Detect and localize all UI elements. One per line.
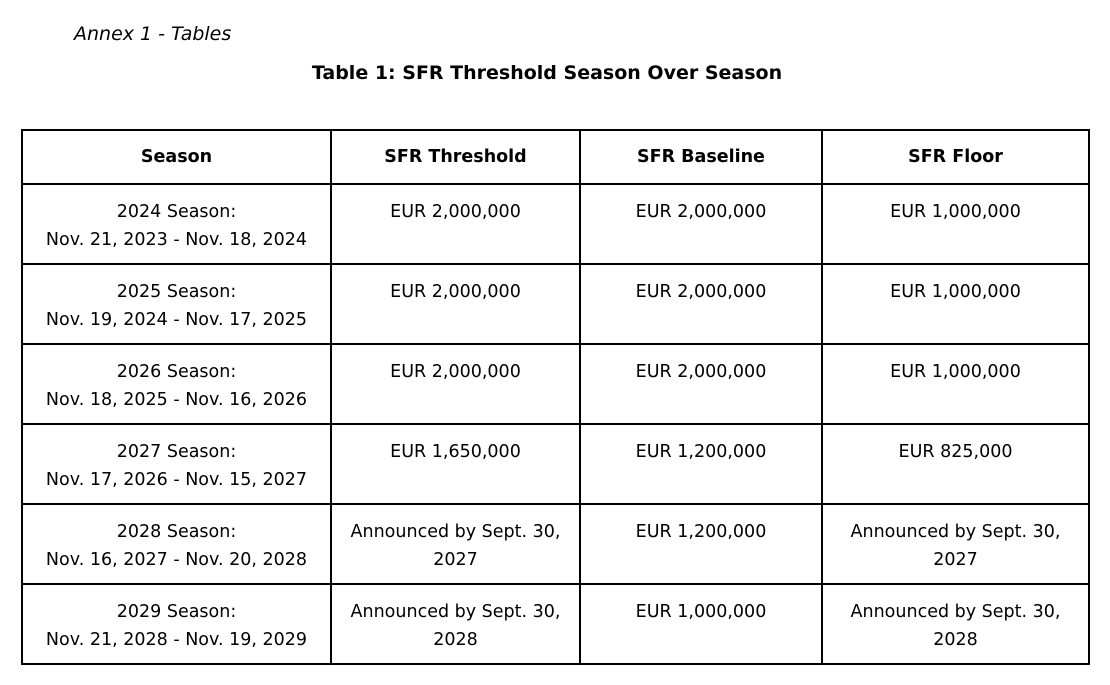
season-name: 2026 Season: <box>116 362 237 382</box>
threshold-cell <box>331 504 580 584</box>
season-dates: Nov. 21, 2023 - Nov. 18, 2024 <box>45 230 308 250</box>
season-dates: Nov. 21, 2028 - Nov. 19, 2029 <box>45 630 308 650</box>
baseline-cell: EUR 2,000,000 <box>580 264 822 344</box>
table-row <box>22 504 1089 584</box>
season-dates: Nov. 16, 2027 - Nov. 20, 2028 <box>45 550 308 570</box>
season-cell <box>22 344 331 424</box>
table-row <box>22 584 1089 664</box>
header-season: Season <box>22 130 331 184</box>
threshold-cell <box>331 424 580 504</box>
table-header-row <box>22 130 1089 184</box>
floor-cell <box>822 584 1089 664</box>
season-cell <box>22 264 331 344</box>
header-sfr-threshold: SFR Threshold <box>331 130 580 184</box>
table-row <box>22 264 1089 344</box>
threshold-value-cont: 2027 <box>433 550 478 570</box>
baseline-cell: EUR 2,000,000 <box>580 344 822 424</box>
threshold-value: EUR 2,000,000 <box>390 282 521 302</box>
season-cell <box>22 424 331 504</box>
floor-value-cont: 2028 <box>933 630 978 650</box>
floor-value: EUR 1,000,000 <box>890 282 1021 302</box>
season-cell <box>22 584 331 664</box>
threshold-value: Announced by Sept. 30, <box>350 522 561 542</box>
annex-heading: Annex 1 - Tables <box>74 23 232 45</box>
header-sfr-baseline: SFR Baseline <box>580 130 822 184</box>
season-name: 2024 Season: <box>116 202 237 222</box>
season-dates: Nov. 18, 2025 - Nov. 16, 2026 <box>45 390 308 410</box>
season-dates: Nov. 19, 2024 - Nov. 17, 2025 <box>45 310 308 330</box>
baseline-cell: EUR 1,200,000 <box>580 424 822 504</box>
header-sfr-floor: SFR Floor <box>822 130 1089 184</box>
floor-value: EUR 825,000 <box>898 442 1013 462</box>
season-name: 2027 Season: <box>116 442 237 462</box>
table-caption: Table 1: SFR Threshold Season Over Season <box>311 62 783 84</box>
baseline-cell: EUR 1,200,000 <box>580 504 822 584</box>
season-name: 2029 Season: <box>116 602 237 622</box>
floor-value: Announced by Sept. 30, <box>850 602 1061 622</box>
threshold-value: EUR 2,000,000 <box>390 362 521 382</box>
floor-value: Announced by Sept. 30, <box>850 522 1061 542</box>
threshold-cell <box>331 344 580 424</box>
baseline-cell: EUR 2,000,000 <box>580 184 822 264</box>
season-dates: Nov. 17, 2026 - Nov. 15, 2027 <box>45 470 308 490</box>
floor-cell <box>822 424 1089 504</box>
threshold-value: EUR 1,650,000 <box>390 442 521 462</box>
threshold-value: Announced by Sept. 30, <box>350 602 561 622</box>
floor-cell <box>822 344 1089 424</box>
threshold-cell <box>331 264 580 344</box>
sfr-threshold-table <box>21 129 1090 665</box>
threshold-value: EUR 2,000,000 <box>390 202 521 222</box>
floor-cell <box>822 504 1089 584</box>
season-cell <box>22 184 331 264</box>
floor-value: EUR 1,000,000 <box>890 202 1021 222</box>
table-row <box>22 344 1089 424</box>
table-row <box>22 184 1089 264</box>
baseline-cell: EUR 1,000,000 <box>580 584 822 664</box>
season-name: 2028 Season: <box>116 522 237 542</box>
floor-cell <box>822 264 1089 344</box>
season-cell <box>22 504 331 584</box>
threshold-value-cont: 2028 <box>433 630 478 650</box>
threshold-cell <box>331 584 580 664</box>
table-row <box>22 424 1089 504</box>
floor-value: EUR 1,000,000 <box>890 362 1021 382</box>
season-name: 2025 Season: <box>116 282 237 302</box>
floor-value-cont: 2027 <box>933 550 978 570</box>
threshold-cell <box>331 184 580 264</box>
floor-cell <box>822 184 1089 264</box>
